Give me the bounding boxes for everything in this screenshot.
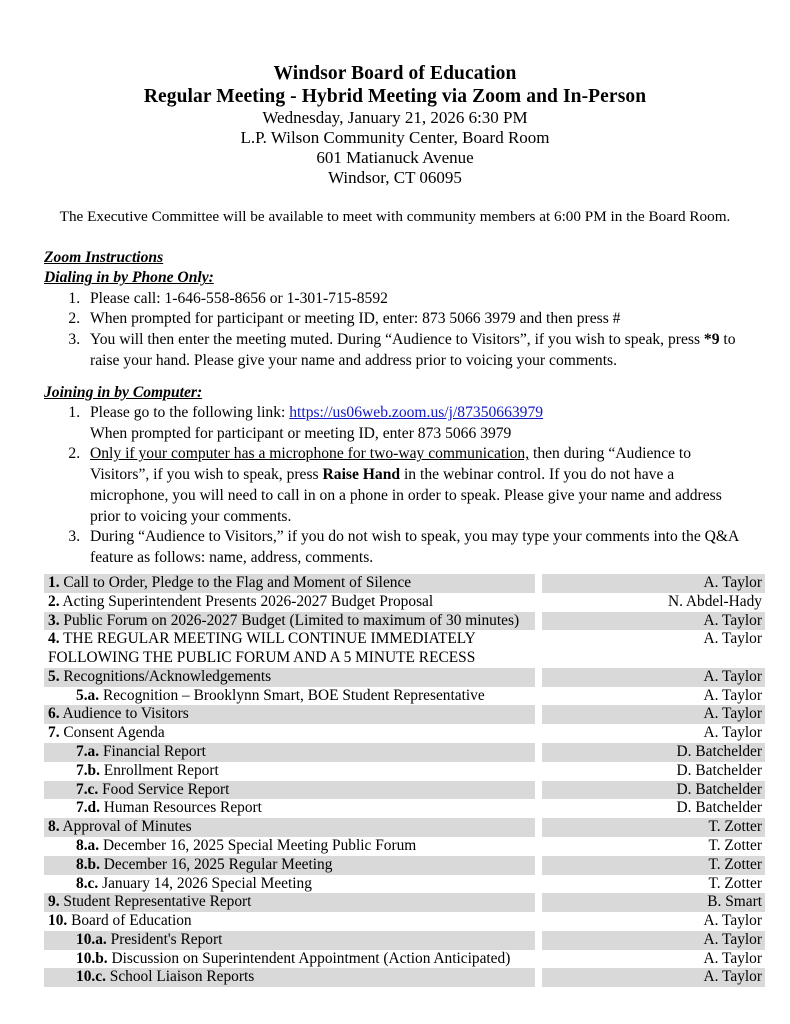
agenda-item-title: Enrollment Report bbox=[99, 761, 219, 779]
agenda-item-cell bbox=[44, 856, 535, 875]
agenda-item-title: Food Service Report bbox=[98, 780, 230, 798]
agenda-presenter-cell: A. Taylor bbox=[542, 668, 765, 687]
agenda-column-spacer bbox=[535, 705, 542, 724]
agenda-column-spacer bbox=[535, 687, 542, 706]
agenda-item-number: 3. bbox=[48, 611, 60, 629]
agenda-row bbox=[44, 762, 765, 781]
agenda-item-cell bbox=[44, 762, 535, 781]
agenda-column-spacer bbox=[535, 612, 542, 631]
agenda-presenter-cell: D. Batchelder bbox=[542, 781, 765, 800]
agenda-row bbox=[44, 931, 765, 950]
agenda-item-cell bbox=[44, 612, 535, 631]
agenda-column-spacer bbox=[535, 762, 542, 781]
phone-step-1-text: Please call: 1-646-558-8656 or 1-301-715-8592 bbox=[90, 289, 388, 307]
agenda-column-spacer bbox=[535, 724, 542, 743]
agenda-presenter-cell: A. Taylor bbox=[542, 612, 765, 631]
agenda-row bbox=[44, 574, 765, 593]
agenda-item-content bbox=[46, 630, 531, 668]
agenda-item-number: 7.d. bbox=[76, 799, 100, 817]
agenda-row bbox=[44, 893, 765, 912]
agenda-row bbox=[44, 668, 765, 687]
agenda-item-number: 10.b. bbox=[76, 949, 108, 967]
agenda-column-spacer bbox=[535, 630, 542, 668]
phone-step-1 bbox=[84, 289, 746, 310]
agenda-presenter-cell: D. Batchelder bbox=[542, 743, 765, 762]
agenda-item-number: 8.a. bbox=[76, 836, 100, 854]
agenda-item-content bbox=[46, 668, 531, 687]
agenda-item-cell bbox=[44, 724, 535, 743]
agenda-item-content bbox=[46, 818, 531, 837]
agenda-item-title: Acting Superintendent Presents 2026-2027 Budget Proposal bbox=[59, 592, 434, 610]
agenda-column-spacer bbox=[535, 931, 542, 950]
agenda-item-cell bbox=[44, 875, 535, 894]
agenda-column-spacer bbox=[535, 574, 542, 593]
agenda-item-content bbox=[46, 837, 531, 856]
agenda-presenter-cell: D. Batchelder bbox=[542, 799, 765, 818]
phone-step-3-text-a: You will then enter the meeting muted. During “Audience to Visitors”, if you wish to speak, press bbox=[90, 331, 704, 349]
agenda-presenter-cell: T. Zotter bbox=[542, 875, 765, 894]
phone-step-2-text: When prompted for participant or meeting ID, enter: 873 5066 3979 and then press # bbox=[90, 310, 621, 328]
agenda-item-cell bbox=[44, 574, 535, 593]
agenda-table-body bbox=[44, 574, 765, 987]
agenda-item-content bbox=[46, 950, 531, 969]
agenda-item-content bbox=[46, 612, 531, 631]
agenda-item-content bbox=[46, 705, 531, 724]
agenda-item-number: 2. bbox=[48, 592, 60, 610]
agenda-item-content bbox=[46, 724, 531, 743]
agenda-item-cell bbox=[44, 687, 535, 706]
agenda-row bbox=[44, 968, 765, 987]
agenda-item-number: 10. bbox=[48, 912, 68, 930]
computer-joining-heading: Joining in by Computer: bbox=[44, 383, 203, 401]
agenda-column-spacer bbox=[535, 743, 542, 762]
agenda-row bbox=[44, 593, 765, 612]
agenda-column-spacer bbox=[535, 856, 542, 875]
agenda-item-title: THE REGULAR MEETING WILL CONTINUE IMMEDIATELY FOLLOWING THE PUBLIC FORUM AND A 5 MINUTE RECESS bbox=[48, 630, 476, 667]
agenda-item-number: 9. bbox=[48, 893, 60, 911]
meeting-city-state-zip: Windsor, CT 06095 bbox=[328, 168, 462, 188]
agenda-item-cell bbox=[44, 893, 535, 912]
agenda-item-content bbox=[46, 799, 531, 818]
agenda-item-title: President's Report bbox=[106, 930, 223, 948]
agenda-item-cell bbox=[44, 931, 535, 950]
meeting-type-title: Regular Meeting - Hybrid Meeting via Zoom and In-Person bbox=[143, 86, 647, 107]
agenda-item-content bbox=[46, 875, 531, 894]
agenda-item-content bbox=[46, 856, 531, 875]
agenda-presenter-cell: A. Taylor bbox=[542, 630, 765, 668]
computer-step-3 bbox=[84, 527, 746, 568]
computer-step-2-mid: then during “Audience to Visitors”, if you wish to speak, press bbox=[90, 445, 692, 484]
agenda-item-cell bbox=[44, 968, 535, 987]
phone-star-nine-code: *9 bbox=[703, 331, 720, 349]
agenda-item-title: Consent Agenda bbox=[59, 724, 165, 742]
phone-step-2 bbox=[84, 309, 746, 330]
agenda-row bbox=[44, 743, 765, 762]
phone-instructions-list bbox=[44, 289, 746, 372]
zoom-instructions-heading: Zoom Instructions bbox=[44, 249, 164, 267]
agenda-item-number: 10.a. bbox=[76, 930, 107, 948]
agenda-item-content bbox=[46, 574, 531, 593]
agenda-item-number: 7.b. bbox=[76, 761, 100, 779]
agenda-row bbox=[44, 837, 765, 856]
phone-dialin-heading: Dialing in by Phone Only: bbox=[44, 269, 214, 287]
agenda-presenter-cell: B. Smart bbox=[542, 893, 765, 912]
agenda-item-content bbox=[46, 893, 531, 912]
agenda-item-number: 5. bbox=[48, 667, 60, 685]
meeting-datetime: Wednesday, January 21, 2026 6:30 PM bbox=[262, 108, 528, 127]
agenda-item-cell bbox=[44, 705, 535, 724]
agenda-presenter-cell: A. Taylor bbox=[542, 912, 765, 931]
agenda-item-content bbox=[46, 781, 531, 800]
phone-step-3-text-b: to raise your hand. Please give your name and address prior to voicing your comments. bbox=[90, 331, 736, 369]
agenda-item-title: Call to Order, Pledge to the Flag and Moment of Silence bbox=[59, 574, 412, 591]
agenda-item-title: January 14, 2026 Special Meeting bbox=[98, 874, 312, 892]
computer-step-1-prefix: Please go to the following link: bbox=[90, 403, 290, 421]
agenda-presenter-cell: T. Zotter bbox=[542, 818, 765, 837]
agenda-row bbox=[44, 875, 765, 894]
agenda-presenter-cell: A. Taylor bbox=[542, 931, 765, 950]
computer-step-3-text: During “Audience to Visitors,” if you do not wish to speak, you may type your comments into the Q&A feature as follows: name, address, comments. bbox=[90, 528, 739, 567]
agenda-row bbox=[44, 781, 765, 800]
agenda-item-cell bbox=[44, 781, 535, 800]
agenda-item-number: 6. bbox=[48, 705, 60, 723]
agenda-presenter-cell: A. Taylor bbox=[542, 724, 765, 743]
agenda-row bbox=[44, 799, 765, 818]
agenda-item-number: 7.a. bbox=[76, 743, 100, 761]
agenda-item-title: School Liaison Reports bbox=[105, 968, 255, 986]
agenda-item-number: 7.c. bbox=[76, 780, 99, 798]
computer-microphone-condition: Only if your computer has a microphone for two-way communication, bbox=[90, 445, 530, 463]
agenda-item-cell bbox=[44, 799, 535, 818]
agenda-column-spacer bbox=[535, 781, 542, 800]
organization-name: Windsor Board of Education bbox=[273, 63, 517, 84]
agenda-presenter-cell: A. Taylor bbox=[542, 950, 765, 969]
meeting-street-address: 601 Matianuck Avenue bbox=[316, 148, 474, 168]
agenda-item-number: 7. bbox=[48, 724, 60, 742]
agenda-item-content bbox=[46, 968, 531, 987]
phone-step-3 bbox=[84, 330, 746, 371]
agenda-item-cell bbox=[44, 743, 535, 762]
agenda-item-title: December 16, 2025 Regular Meeting bbox=[99, 855, 333, 873]
agenda-item-cell bbox=[44, 950, 535, 969]
computer-step-2 bbox=[84, 444, 746, 527]
agenda-row bbox=[44, 612, 765, 631]
agenda-presenter-cell: D. Batchelder bbox=[542, 762, 765, 781]
agenda-item-cell bbox=[44, 668, 535, 687]
agenda-column-spacer bbox=[535, 968, 542, 987]
computer-instructions-list bbox=[44, 403, 746, 569]
agenda-item-title: December 16, 2025 Special Meeting Public Forum bbox=[99, 836, 417, 854]
agenda-presenter-cell: A. Taylor bbox=[542, 574, 765, 593]
agenda-presenter-cell: N. Abdel-Hady bbox=[542, 593, 765, 612]
agenda-item-title: Approval of Minutes bbox=[59, 818, 192, 836]
agenda-row bbox=[44, 630, 765, 668]
agenda-item-content bbox=[46, 931, 531, 950]
agenda-item-title: Financial Report bbox=[99, 743, 206, 761]
agenda-presenter-cell: A. Taylor bbox=[542, 687, 765, 706]
agenda-row bbox=[44, 818, 765, 837]
agenda-column-spacer bbox=[535, 875, 542, 894]
document-header bbox=[0, 0, 790, 188]
agenda-item-number: 10.c. bbox=[76, 968, 106, 986]
zoom-instructions-section bbox=[0, 248, 790, 569]
agenda-column-spacer bbox=[535, 593, 542, 612]
agenda-item-content bbox=[46, 743, 531, 762]
agenda-item-title: Discussion on Superintendent Appointment (Action Anticipated) bbox=[107, 949, 511, 967]
computer-meeting-id-line: When prompted for participant or meeting ID, enter 873 5066 3979 bbox=[90, 424, 512, 442]
agenda-item-number: 5.a. bbox=[76, 686, 100, 704]
section-spacer bbox=[44, 372, 746, 383]
agenda-item-cell bbox=[44, 818, 535, 837]
agenda-item-title: Recognition – Brooklynn Smart, BOE Student Representative bbox=[99, 686, 485, 704]
agenda-row bbox=[44, 687, 765, 706]
agenda-row bbox=[44, 856, 765, 875]
agenda-item-number: 8.c. bbox=[76, 874, 99, 892]
agenda-item-title: Board of Education bbox=[67, 912, 192, 930]
raise-hand-label: Raise Hand bbox=[322, 466, 401, 484]
agenda-item-number: 8.b. bbox=[76, 855, 100, 873]
computer-step-2-end: in the webinar control. If you do not have a microphone, you will need to call in on a phone in order to speak. Please give your name and address prior to voicing your comments. bbox=[90, 466, 722, 525]
agenda-item-title: Recognitions/Acknowledgements bbox=[59, 667, 272, 685]
agenda-presenter-cell: T. Zotter bbox=[542, 856, 765, 875]
agenda-column-spacer bbox=[535, 893, 542, 912]
agenda-item-title: Public Forum on 2026-2027 Budget (Limited to maximum of 30 minutes) bbox=[59, 611, 520, 629]
agenda-item-content bbox=[46, 593, 531, 612]
agenda-column-spacer bbox=[535, 799, 542, 818]
agenda-item-number: 4. bbox=[48, 630, 60, 648]
agenda-item-number: 1. bbox=[48, 574, 60, 591]
agenda-item-content bbox=[46, 687, 531, 706]
executive-committee-note: The Executive Committee will be available to meet with community members at 6:00 PM in the Board Room. bbox=[59, 208, 731, 226]
agenda-item-cell bbox=[44, 593, 535, 612]
agenda-item-content bbox=[46, 912, 531, 931]
agenda-item-number: 8. bbox=[48, 818, 60, 836]
agenda-table bbox=[44, 574, 765, 987]
agenda-column-spacer bbox=[535, 837, 542, 856]
agenda-item-title: Audience to Visitors bbox=[59, 705, 189, 723]
agenda-column-spacer bbox=[535, 818, 542, 837]
agenda-item-content bbox=[46, 762, 531, 781]
agenda-item-cell bbox=[44, 837, 535, 856]
computer-step-1 bbox=[84, 403, 746, 444]
agenda-presenter-cell: A. Taylor bbox=[542, 705, 765, 724]
agenda-item-title: Human Resources Report bbox=[99, 799, 262, 817]
agenda-presenter-cell: T. Zotter bbox=[542, 837, 765, 856]
agenda-row bbox=[44, 705, 765, 724]
agenda-presenter-cell: A. Taylor bbox=[542, 968, 765, 987]
agenda-row bbox=[44, 950, 765, 969]
meeting-venue: L.P. Wilson Community Center, Board Room bbox=[240, 128, 550, 148]
agenda-item-title: Student Representative Report bbox=[59, 893, 252, 911]
agenda-column-spacer bbox=[535, 950, 542, 969]
agenda-column-spacer bbox=[535, 668, 542, 687]
agenda-item-cell bbox=[44, 630, 535, 668]
zoom-meeting-link[interactable]: https://us06web.zoom.us/j/87350663979 bbox=[289, 403, 544, 421]
agenda-row bbox=[44, 724, 765, 743]
agenda-column-spacer bbox=[535, 912, 542, 931]
agenda-row bbox=[44, 912, 765, 931]
agenda-item-cell bbox=[44, 912, 535, 931]
